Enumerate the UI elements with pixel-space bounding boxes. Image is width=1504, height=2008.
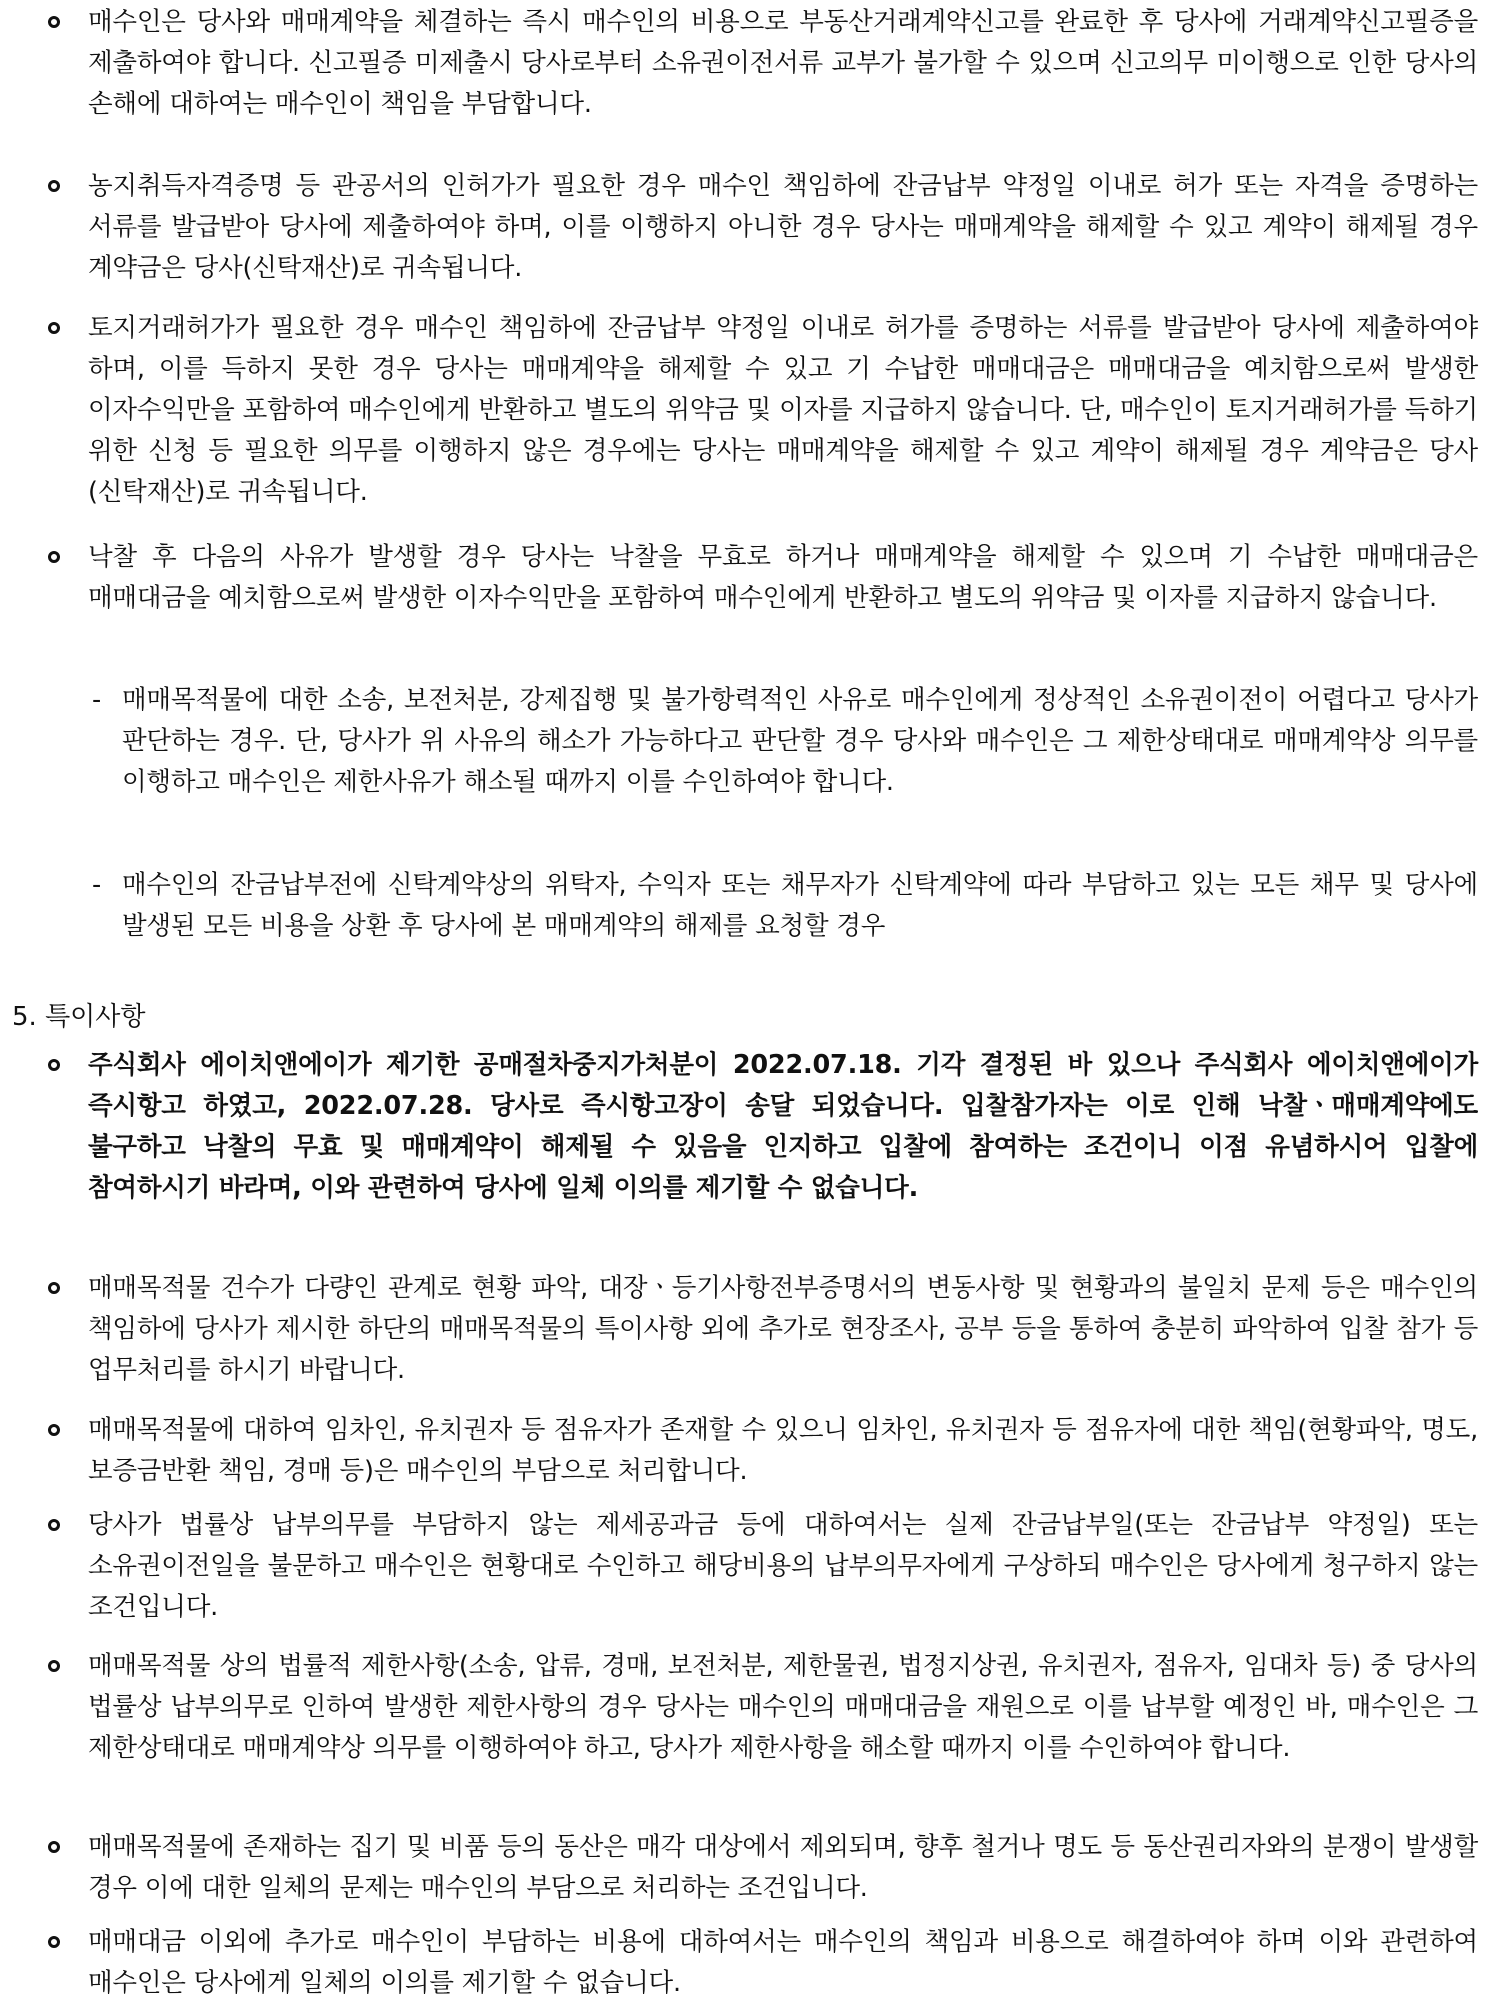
list-item-text: 매수인은 당사와 매매계약을 체결하는 즉시 매수인의 비용으로 부동산거래계약신고를 완료한 후 당사에 거래계약신고필증을 제출하여야 합니다. 신고필증 미제출시 당사로부터 소유권이전서류 교부가 불가할 수 있으며 신고의무 미이행으로 인한 당사의 손해에 대하여는 매수인이 책임을 부담합니다. [88,7,1478,119]
bullet-icon [48,16,60,28]
bullet-icon [48,1424,60,1436]
list-item-text: 당사가 법률상 납부의무를 부담하지 않는 제세공과금 등에 대하여서는 실제 잔금납부일(또는 잔금납부 약정일) 또는 소유권이전일을 불문하고 매수인은 현황대로 수인하고 해당비용의 납부의무자에게 구상하되 매수인은 당사에게 청구하지 않는 조건입니다. [88,1510,1478,1622]
list-item [48,1646,1478,1769]
list-item-text: 매매목적물에 대하여 임차인, 유치권자 등 점유자가 존재할 수 있으니 임차인, 유치권자 등 점유자에 대한 책임(현황파악, 명도, 보증금반환 책임, 경매 등)은 매수인의 부담으로 처리합니다. [88,1415,1478,1486]
list-item [48,166,1478,289]
list-item-text: 매매대금 이외에 추가로 매수인이 부담하는 비용에 대하여서는 매수인의 책임과 비용으로 해결하여야 하며 이와 관련하여 매수인은 당사에게 일체의 이의를 제기할 수 없습니다. [88,1927,1478,1998]
sub-list-item [92,680,1478,803]
bullet-icon [48,1282,60,1294]
list-item-text: 매매목적물 건수가 다량인 관계로 현황 파악, 대장ㆍ등기사항전부증명서의 변동사항 및 현황과의 불일치 문제 등은 매수인의 책임하에 당사가 제시한 하단의 매매목적물의 특이사항 외에 추가로 현장조사, 공부 등을 통하여 충분히 파악하여 입찰 참가 등 업무처리를 하시기 바랍니다. [88,1273,1478,1385]
list-item [48,1045,1478,1209]
bullet-icon [48,322,60,334]
sub-list-item [92,865,1478,947]
list-item-text: 매매목적물에 존재하는 집기 및 비품 등의 동산은 매각 대상에서 제외되며, 향후 철거나 명도 등 동산권리자와의 분쟁이 발생할 경우 이에 대한 일체의 문제는 매수인의 부담으로 처리하는 조건입니다. [88,1832,1478,1903]
bullet-icon [48,1059,60,1071]
bullet-icon [48,180,60,192]
list-item [48,2,1478,125]
list-item [48,1505,1478,1628]
bullet-icon [48,1660,60,1672]
section-heading: 5. 특이사항 [12,1002,146,1032]
bullet-icon [48,1519,60,1531]
list-item [48,1922,1478,2004]
sub-list-item-text: 매수인의 잔금납부전에 신탁계약상의 위탁자, 수익자 또는 채무자가 신탁계약에 따라 부담하고 있는 모든 채무 및 당사에 발생된 모든 비용을 상환 후 당사에 본 매매계약의 해제를 요청할 경우 [122,870,1478,941]
bullet-icon [48,1841,60,1853]
list-item-text: 농지취득자격증명 등 관공서의 인허가가 필요한 경우 매수인 책임하에 잔금납부 약정일 이내로 허가 또는 자격을 증명하는 서류를 발급받아 당사에 제출하여야 하며, 이를 이행하지 아니한 경우 당사는 매매계약을 해제할 수 있고 계약이 해제될 경우 계약금은 당사(신탁재산)로 귀속됩니다. [88,171,1478,283]
list-item [48,308,1478,513]
list-item [48,537,1478,619]
sub-list-item-text: 매매목적물에 대한 소송, 보전처분, 강제집행 및 불가항력적인 사유로 매수인에게 정상적인 소유권이전이 어렵다고 당사가 판단하는 경우. 단, 당사가 위 사유의 해소가 가능하다고 판단할 경우 당사와 매수인은 그 제한상태대로 매매계약상 의무를 이행하고 매수인은 제한사유가 해소될 때까지 이를 수인하여야 합니다. [122,685,1478,797]
list-item-text: 매매목적물 상의 법률적 제한사항(소송, 압류, 경매, 보전처분, 제한물권, 법정지상권, 유치권자, 점유자, 임대차 등) 중 당사의 법률상 납부의무로 인하여 발생한 제한사항의 경우 당사는 매수인의 매매대금을 재원으로 이를 납부할 예정인 바, 매수인은 그 제한상태대로 매매계약상 의무를 이행하여야 하고, 당사가 제한사항을 해소할 때까지 이를 수인하여야 합니다. [88,1651,1478,1763]
list-item [48,1268,1478,1391]
list-item-text: 낙찰 후 다음의 사유가 발생할 경우 당사는 낙찰을 무효로 하거나 매매계약을 해제할 수 있으며 기 수납한 매매대금은 매매대금을 예치함으로써 발생한 이자수익만을 포함하여 매수인에게 반환하고 별도의 위약금 및 이자를 지급하지 않습니다. [88,542,1478,613]
list-item-text: 토지거래허가가 필요한 경우 매수인 책임하에 잔금납부 약정일 이내로 허가를 증명하는 서류를 발급받아 당사에 제출하여야 하며, 이를 득하지 못한 경우 당사는 매매계약을 해제할 수 있고 기 수납한 매매대금은 매매대금을 예치함으로써 발생한 이자수익만을 포함하여 매수인에게 반환하고 별도의 위약금 및 이자를 지급하지 않습니다. 단, 매수인이 토지거래허가를 득하기 위한 신청 등 필요한 의무를 이행하지 않은 경우에는 당사는 매매계약을 해제할 수 있고 계약이 해제될 경우 계약금은 당사(신탁재산)로 귀속됩니다. [88,313,1478,507]
dash-marker: - [92,685,102,715]
bullet-icon [48,551,60,563]
list-item [48,1410,1478,1492]
list-item-text: 주식회사 에이치앤에이가 제기한 공매절차중지가처분이 2022.07.18. 기각 결정된 바 있으나 주식회사 에이치앤에이가 즉시항고 하였고, 2022.07.28. 당사로 즉시항고장이 송달 되었습니다. 입찰참가자는 이로 인해 낙찰ㆍ매매계약에도 불구하고 낙찰의 무효 및 매매계약이 해제될 수 있음을 인지하고 입찰에 참여하는 조건이니 이점 유념하시어 입찰에 참여하시기 바라며, 이와 관련하여 당사에 일체 이의를 제기할 수 없습니다. [88,1050,1478,1203]
list-item [48,1827,1478,1909]
bullet-icon [48,1936,60,1948]
dash-marker: - [92,870,102,900]
